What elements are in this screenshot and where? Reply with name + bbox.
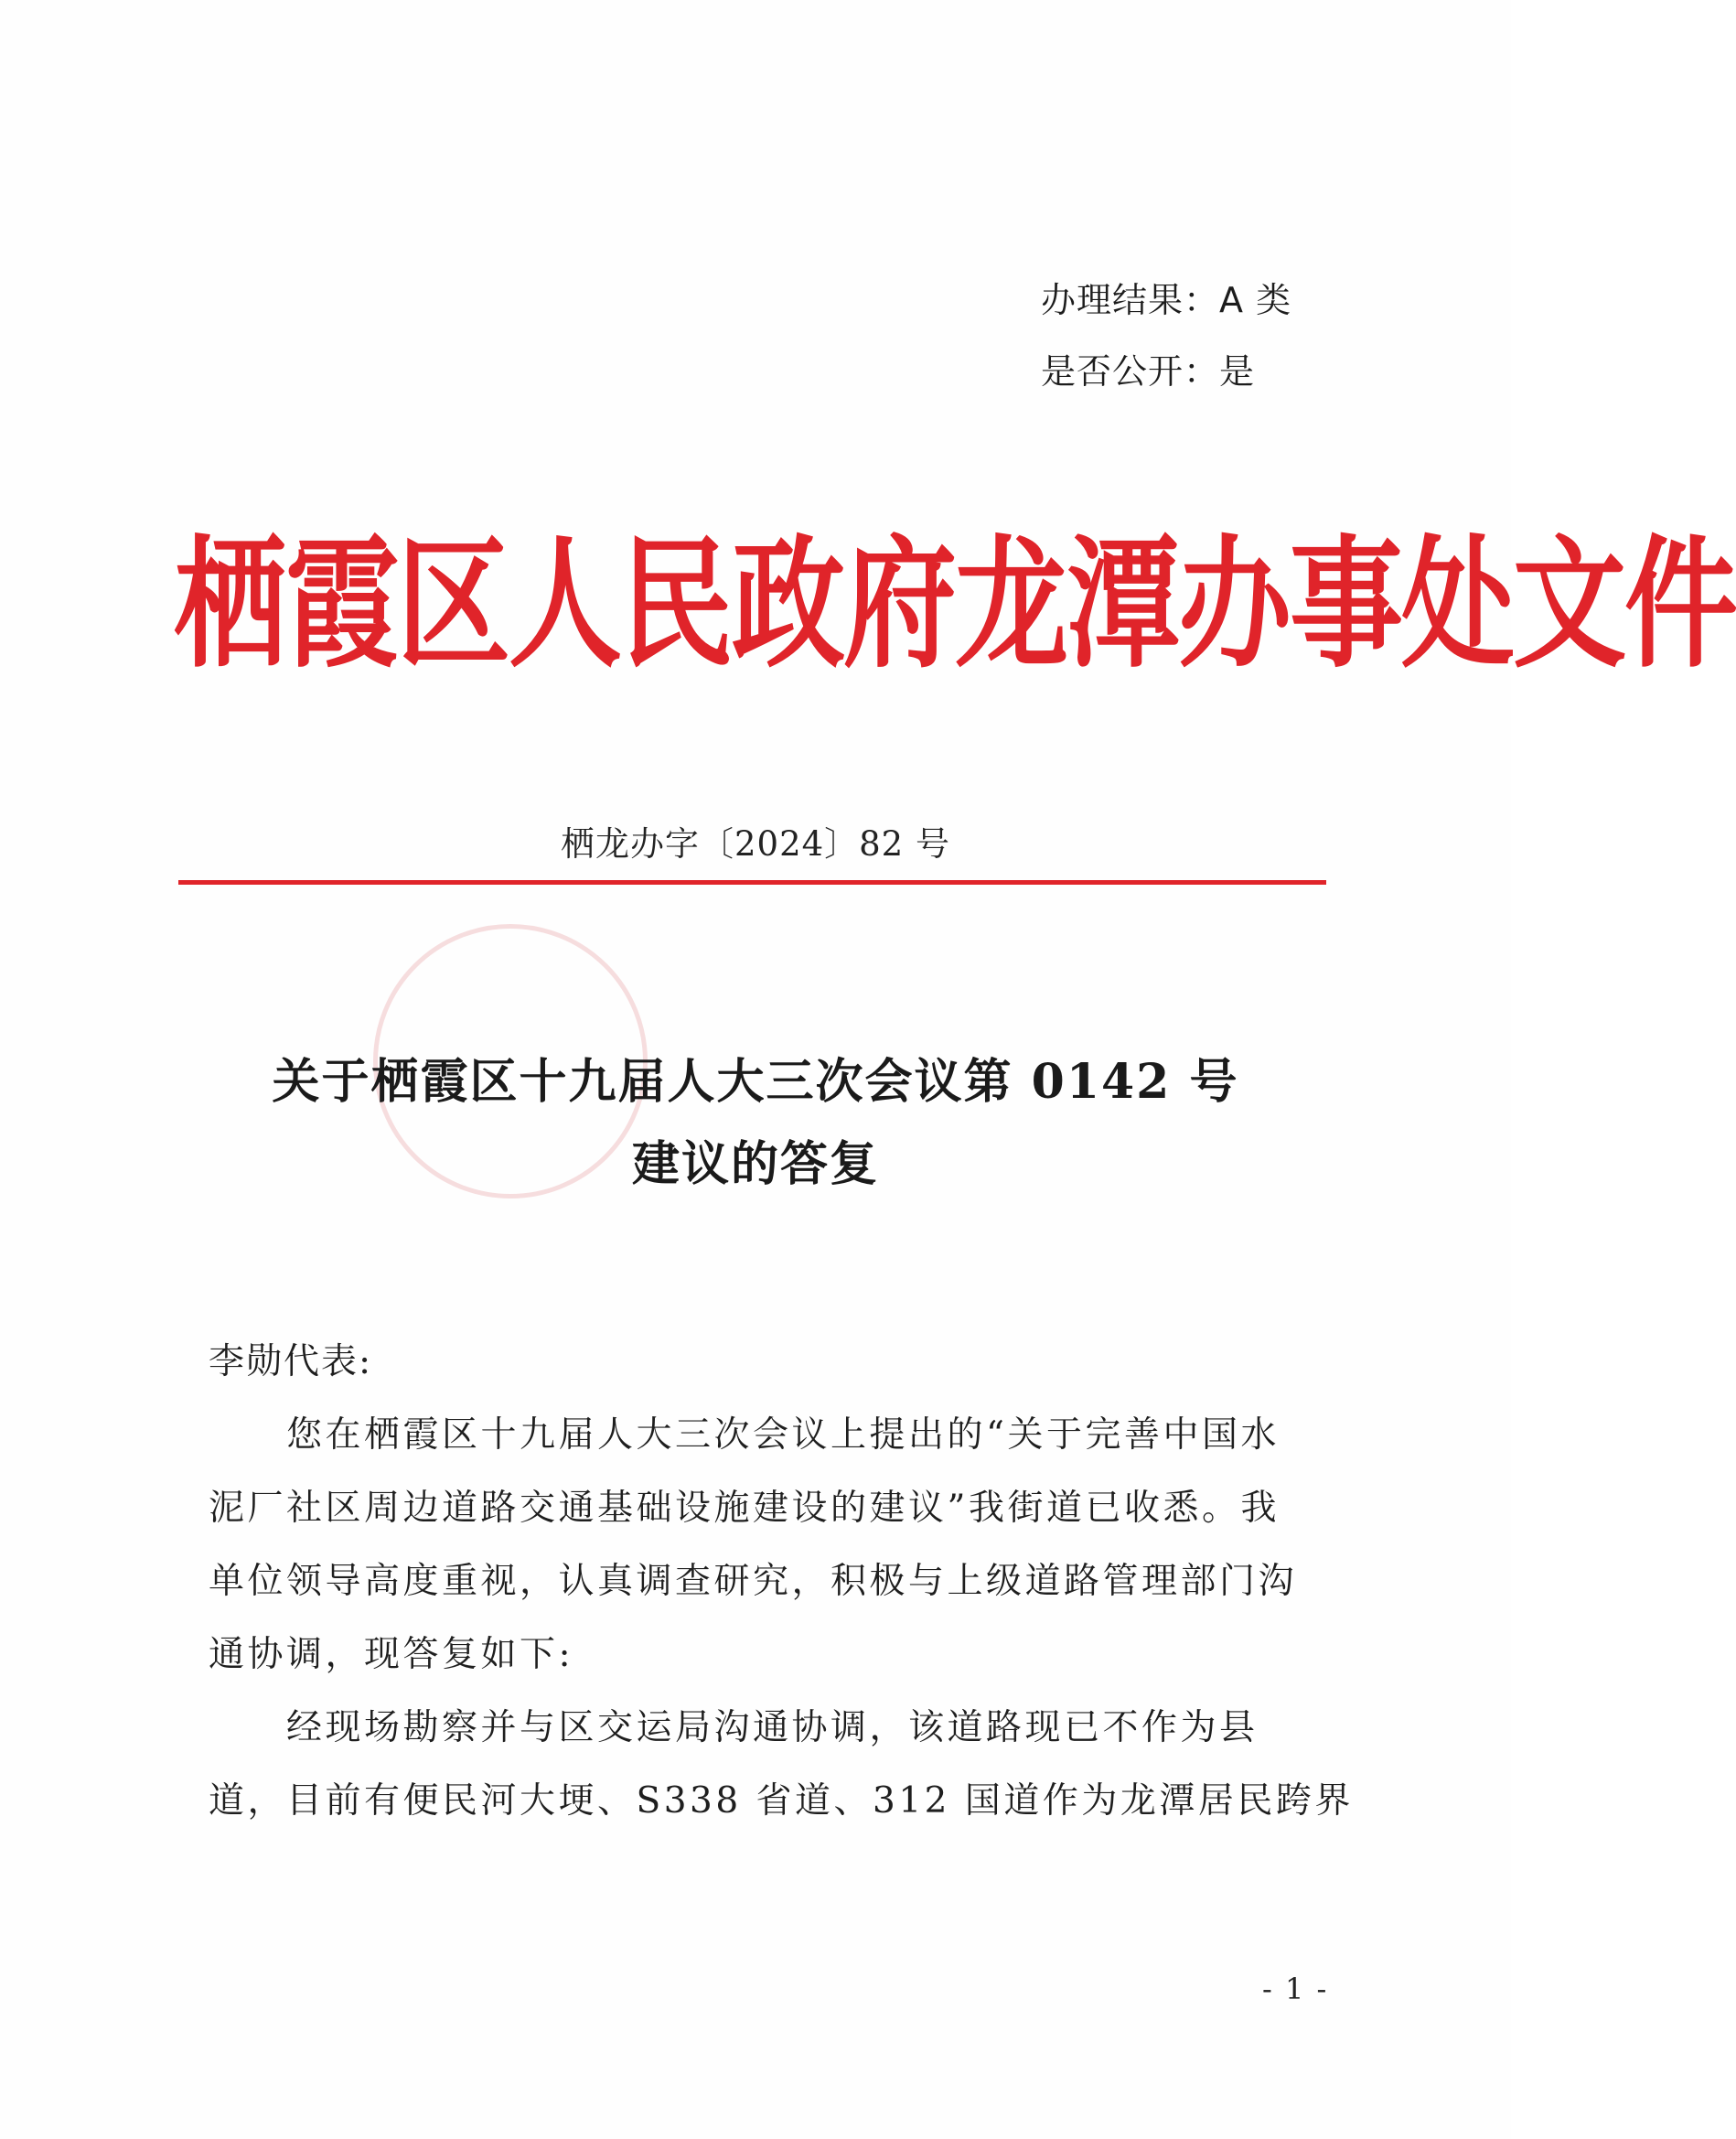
- document-subject-line-2: 建议的答复: [631, 1136, 879, 1192]
- body-line: 道，目前有便民河大埂、S338 省道、312 国道作为龙潭居民跨界: [209, 1780, 1354, 1822]
- body-line: 经现场勘察并与区交运局沟通协调，该道路现已不作为县: [286, 1707, 1259, 1748]
- body-line: 通协调，现答复如下:: [209, 1634, 574, 1675]
- body-line: 单位领导高度重视，认真调查研究，积极与上级道路管理部门沟: [209, 1561, 1298, 1602]
- salutation: 李勋代表:: [209, 1341, 373, 1382]
- body-line: 泥厂社区周边道路交通基础设施建设的建议”我街道已收悉。我: [209, 1488, 1280, 1529]
- document-number: 栖龙办字〔2024〕82 号: [560, 824, 950, 864]
- issuer-red-header: 栖霞区人民政府龙潭办事处文件: [174, 521, 1736, 688]
- document-subject-line-1: 关于栖霞区十九届人大三次会议第 0142 号: [272, 1054, 1239, 1110]
- page-number: - 1 -: [1262, 1972, 1329, 2006]
- public-disclosure-label: 是否公开：是: [1041, 351, 1256, 392]
- handling-result-label: 办理结果：A 类: [1041, 280, 1292, 320]
- body-line: 您在栖霞区十九届人大三次会议上提出的“关于完善中国水: [286, 1414, 1280, 1456]
- red-separator-rule: [178, 880, 1326, 885]
